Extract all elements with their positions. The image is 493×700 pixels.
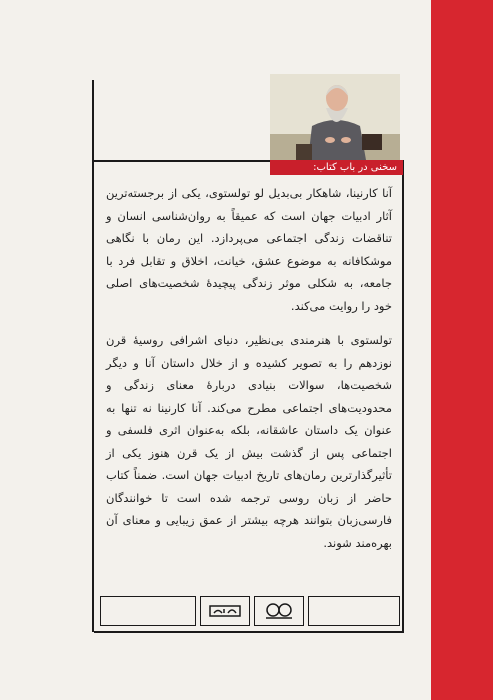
section-label-band [270,160,403,175]
description-paragraph-1: آنا کارنینا، شاهکار بی‌بدیل لو تولستوی، یکی از برجسته‌ترین آثار ادبیات جهان است که عمیقاً به روان‌شناسی انسان و تناقضات زندگی اجتماعی می‌پردازد. این رمان با نگاهی موشکافانه به موضوع عشق، خیانت، اخلاق و تقابل فرد با جامعه، به شکلی موثر زندگی پیچیدهٔ شخصیت‌های اصلی خود را روایت می‌کند. [106,186,392,313]
imprint-logo-icon [208,602,242,620]
section-label: سخنی در باب کتاب: [313,162,397,173]
publisher-logo-icon [262,600,296,622]
portrait-icon [270,74,400,160]
logo-slot-empty-1 [100,596,196,626]
description-paragraph-2: تولستوی با هنرمندی بی‌نظیر، دنیای اشرافی روسیهٔ قرن نوزدهم را به تصویر کشیده و از خلال داستان آنا و دیگر شخصیت‌ها، سوالات بنیادی دربارهٔ معنای زندگی و محدودیت‌های اجتماعی مطرح می‌کند. آنا کارنینا نه تنها به عنوان یک داستان عاشقانه، بلکه به‌عنوان اثری فلسفی و اجتماعی پس از گذشت بیش از یک قرن هنوز یکی از تأثیرگذارترین رمان‌های تاریخ ادبیات جهان است. ضمناً کتاب حاضر از زبان روسی ترجمه شده است تا خوانندگان فارسی‌زبان بتوانند هرچه بیشتر از عمق زیبایی و معنای آن بهره‌مند شوند. [106,333,392,550]
imprint-logo-box [200,596,250,626]
publisher-logo-box [254,596,304,626]
author-portrait [270,74,400,160]
red-spine [431,0,493,700]
book-description [106,182,392,554]
logo-slot-empty-2 [308,596,400,626]
publisher-logos-row [100,596,400,628]
